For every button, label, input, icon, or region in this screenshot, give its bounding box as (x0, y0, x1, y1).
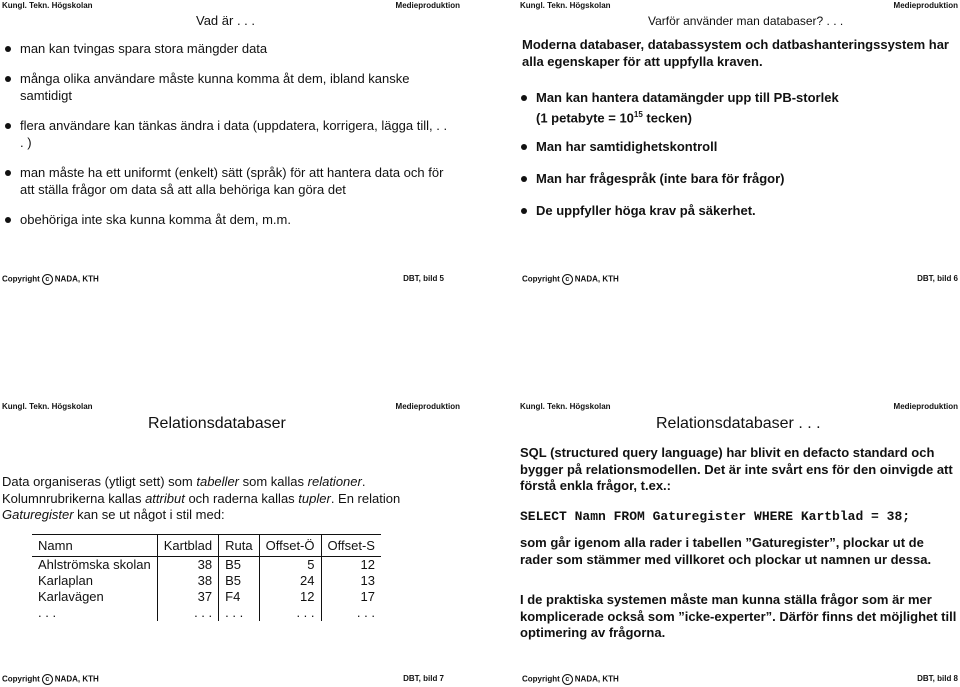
table-cell: 12 (360, 557, 375, 572)
slide-5 (0, 0, 480, 343)
optimization-paragraph: I de praktiska systemen måste man kunna ställa frågor som är mer komplicerade också som ”icke-experter”. Därför finns det möjlighet till optimering av frågorna. (520, 592, 957, 640)
list-item: Man har frågespråk (inte bara för frågor) (520, 170, 956, 187)
slide-title: Vad är . . . (196, 13, 256, 28)
table-cell: . . . (157, 605, 218, 621)
slide-7 (0, 344, 480, 687)
list-item: man måste ha ett uniformt (enkelt) sätt (språk) för att hantera data och för att ställa frågor om data så att alla behöriga kan göra det (4, 164, 454, 198)
header-department: Medieproduktion (395, 402, 460, 411)
table-cell: . . . (32, 605, 157, 621)
bullet-icon (5, 76, 11, 82)
slide-title: Relationsdatabaser . . . (656, 415, 821, 432)
table-cell: . . . (356, 605, 375, 620)
table-cell: Karlavägen (32, 589, 157, 605)
header-department: Medieproduktion (395, 1, 460, 10)
bullet-icon (5, 217, 11, 223)
footer-copyright: Copyright c NADA, KTH (522, 674, 619, 684)
slide-6 (480, 0, 960, 343)
bullet-icon (5, 123, 11, 129)
list-item: Man kan hantera datamängder upp till PB-storlek (1 petabyte = $10^{15}$ tecken) (520, 89, 956, 126)
footer-slide-number: DBT, bild 6 (917, 274, 958, 283)
table-cell: 37 (157, 589, 218, 605)
column-header: Namn (32, 535, 157, 557)
table-row (32, 589, 381, 605)
bullet-icon (5, 170, 11, 176)
footer-copyright: Copyright c NADA, KTH (2, 274, 99, 284)
table-cell: Ahlströmska skolan (32, 557, 157, 574)
header-institution: Kungl. Tekn. Högskolan (520, 402, 611, 411)
copyright-icon: c (562, 674, 573, 685)
header-institution: Kungl. Tekn. Högskolan (2, 1, 93, 10)
slide-title: Relationsdatabaser (148, 415, 286, 432)
header-department: Medieproduktion (893, 1, 958, 10)
table-cell: 24 (259, 573, 321, 589)
table-cell: . . . (219, 605, 259, 621)
table-cell: 5 (259, 557, 321, 574)
sql-explanation-paragraph: som går igenom alla rader i tabellen ”Gaturegister”, plockar ut de rader som stämmer med villkoret och plockar ut namnen ur dessa. (520, 535, 932, 567)
table-cell: 12 (259, 589, 321, 605)
column-header: Offset-Ö (259, 535, 321, 557)
footer-slide-number: DBT, bild 7 (403, 674, 444, 683)
table-cell: B5 (219, 573, 259, 589)
table-cell: . . . (259, 605, 321, 621)
list-item: Man har samtidighetskontroll (520, 138, 956, 155)
table-cell: Karlaplan (32, 573, 157, 589)
table-row (32, 605, 381, 621)
column-header: Ruta (219, 535, 259, 557)
bullet-icon (521, 208, 527, 214)
footer-copyright: Copyright c NADA, KTH (522, 274, 619, 284)
bullet-list (520, 89, 956, 219)
list-item: obehöriga inte ska kunna komma åt dem, m.m. (4, 211, 454, 228)
header-institution: Kungl. Tekn. Högskolan (2, 402, 93, 411)
table-header-row (32, 535, 381, 557)
bullet-icon (521, 176, 527, 182)
sql-intro-paragraph: SQL (structured query language) har blivit en defacto standard och bygger på relationsmodellen. Det är inte svårt ens för den oinvigde att förstå enkla frågor, t.ex.: (520, 445, 953, 493)
list-item: man kan tvingas spara stora mängder data (4, 40, 454, 57)
copyright-icon: c (562, 274, 573, 285)
bullet-icon (5, 46, 11, 52)
table-cell: B5 (219, 557, 259, 574)
bullet-icon (521, 144, 527, 150)
intro-paragraph: Data organiseras (ytligt sett) som tabeller som kallas relationer. Kolumnrubrikerna kallas attribut och raderna kallas tupler. En relation Gaturegister kan se ut något i stil med: (2, 474, 401, 522)
footer-copyright: Copyright c NADA, KTH (2, 674, 99, 684)
column-header: Kartblad (157, 535, 218, 557)
header-institution: Kungl. Tekn. Högskolan (520, 1, 611, 10)
header-department: Medieproduktion (893, 402, 958, 411)
list-item: De uppfyller höga krav på säkerhet. (520, 202, 956, 219)
list-item: flera användare kan tänkas ändra i data (uppdatera, korrigera, lägga till, . . . ) (4, 117, 454, 151)
slide-8 (480, 344, 960, 687)
copyright-icon: c (42, 274, 53, 285)
table-row (32, 573, 381, 589)
bullet-list (4, 40, 454, 241)
copyright-icon: c (42, 674, 53, 685)
footer-slide-number: DBT, bild 5 (403, 274, 444, 283)
table-cell: F4 (219, 589, 259, 605)
table-cell: 38 (157, 557, 218, 574)
footer-slide-number: DBT, bild 8 (917, 674, 958, 683)
intro-paragraph: Moderna databaser, databassystem och datbashanteringssystem har alla egenskaper för att uppfylla kraven. (522, 37, 949, 69)
column-header: Offset-S (321, 535, 381, 557)
list-item: många olika användare måste kunna komma åt dem, ibland kanske samtidigt (4, 70, 454, 104)
table-cell: 38 (157, 573, 218, 589)
table-cell: 17 (360, 589, 375, 604)
bullet-icon (521, 95, 527, 101)
table-row (32, 557, 381, 574)
relation-table (32, 534, 381, 621)
table-cell: 13 (360, 573, 375, 588)
slide-title: Varför använder man databaser? . . . (648, 14, 844, 28)
sql-example: SELECT Namn FROM Gaturegister WHERE Kartblad = 38; (520, 509, 911, 524)
